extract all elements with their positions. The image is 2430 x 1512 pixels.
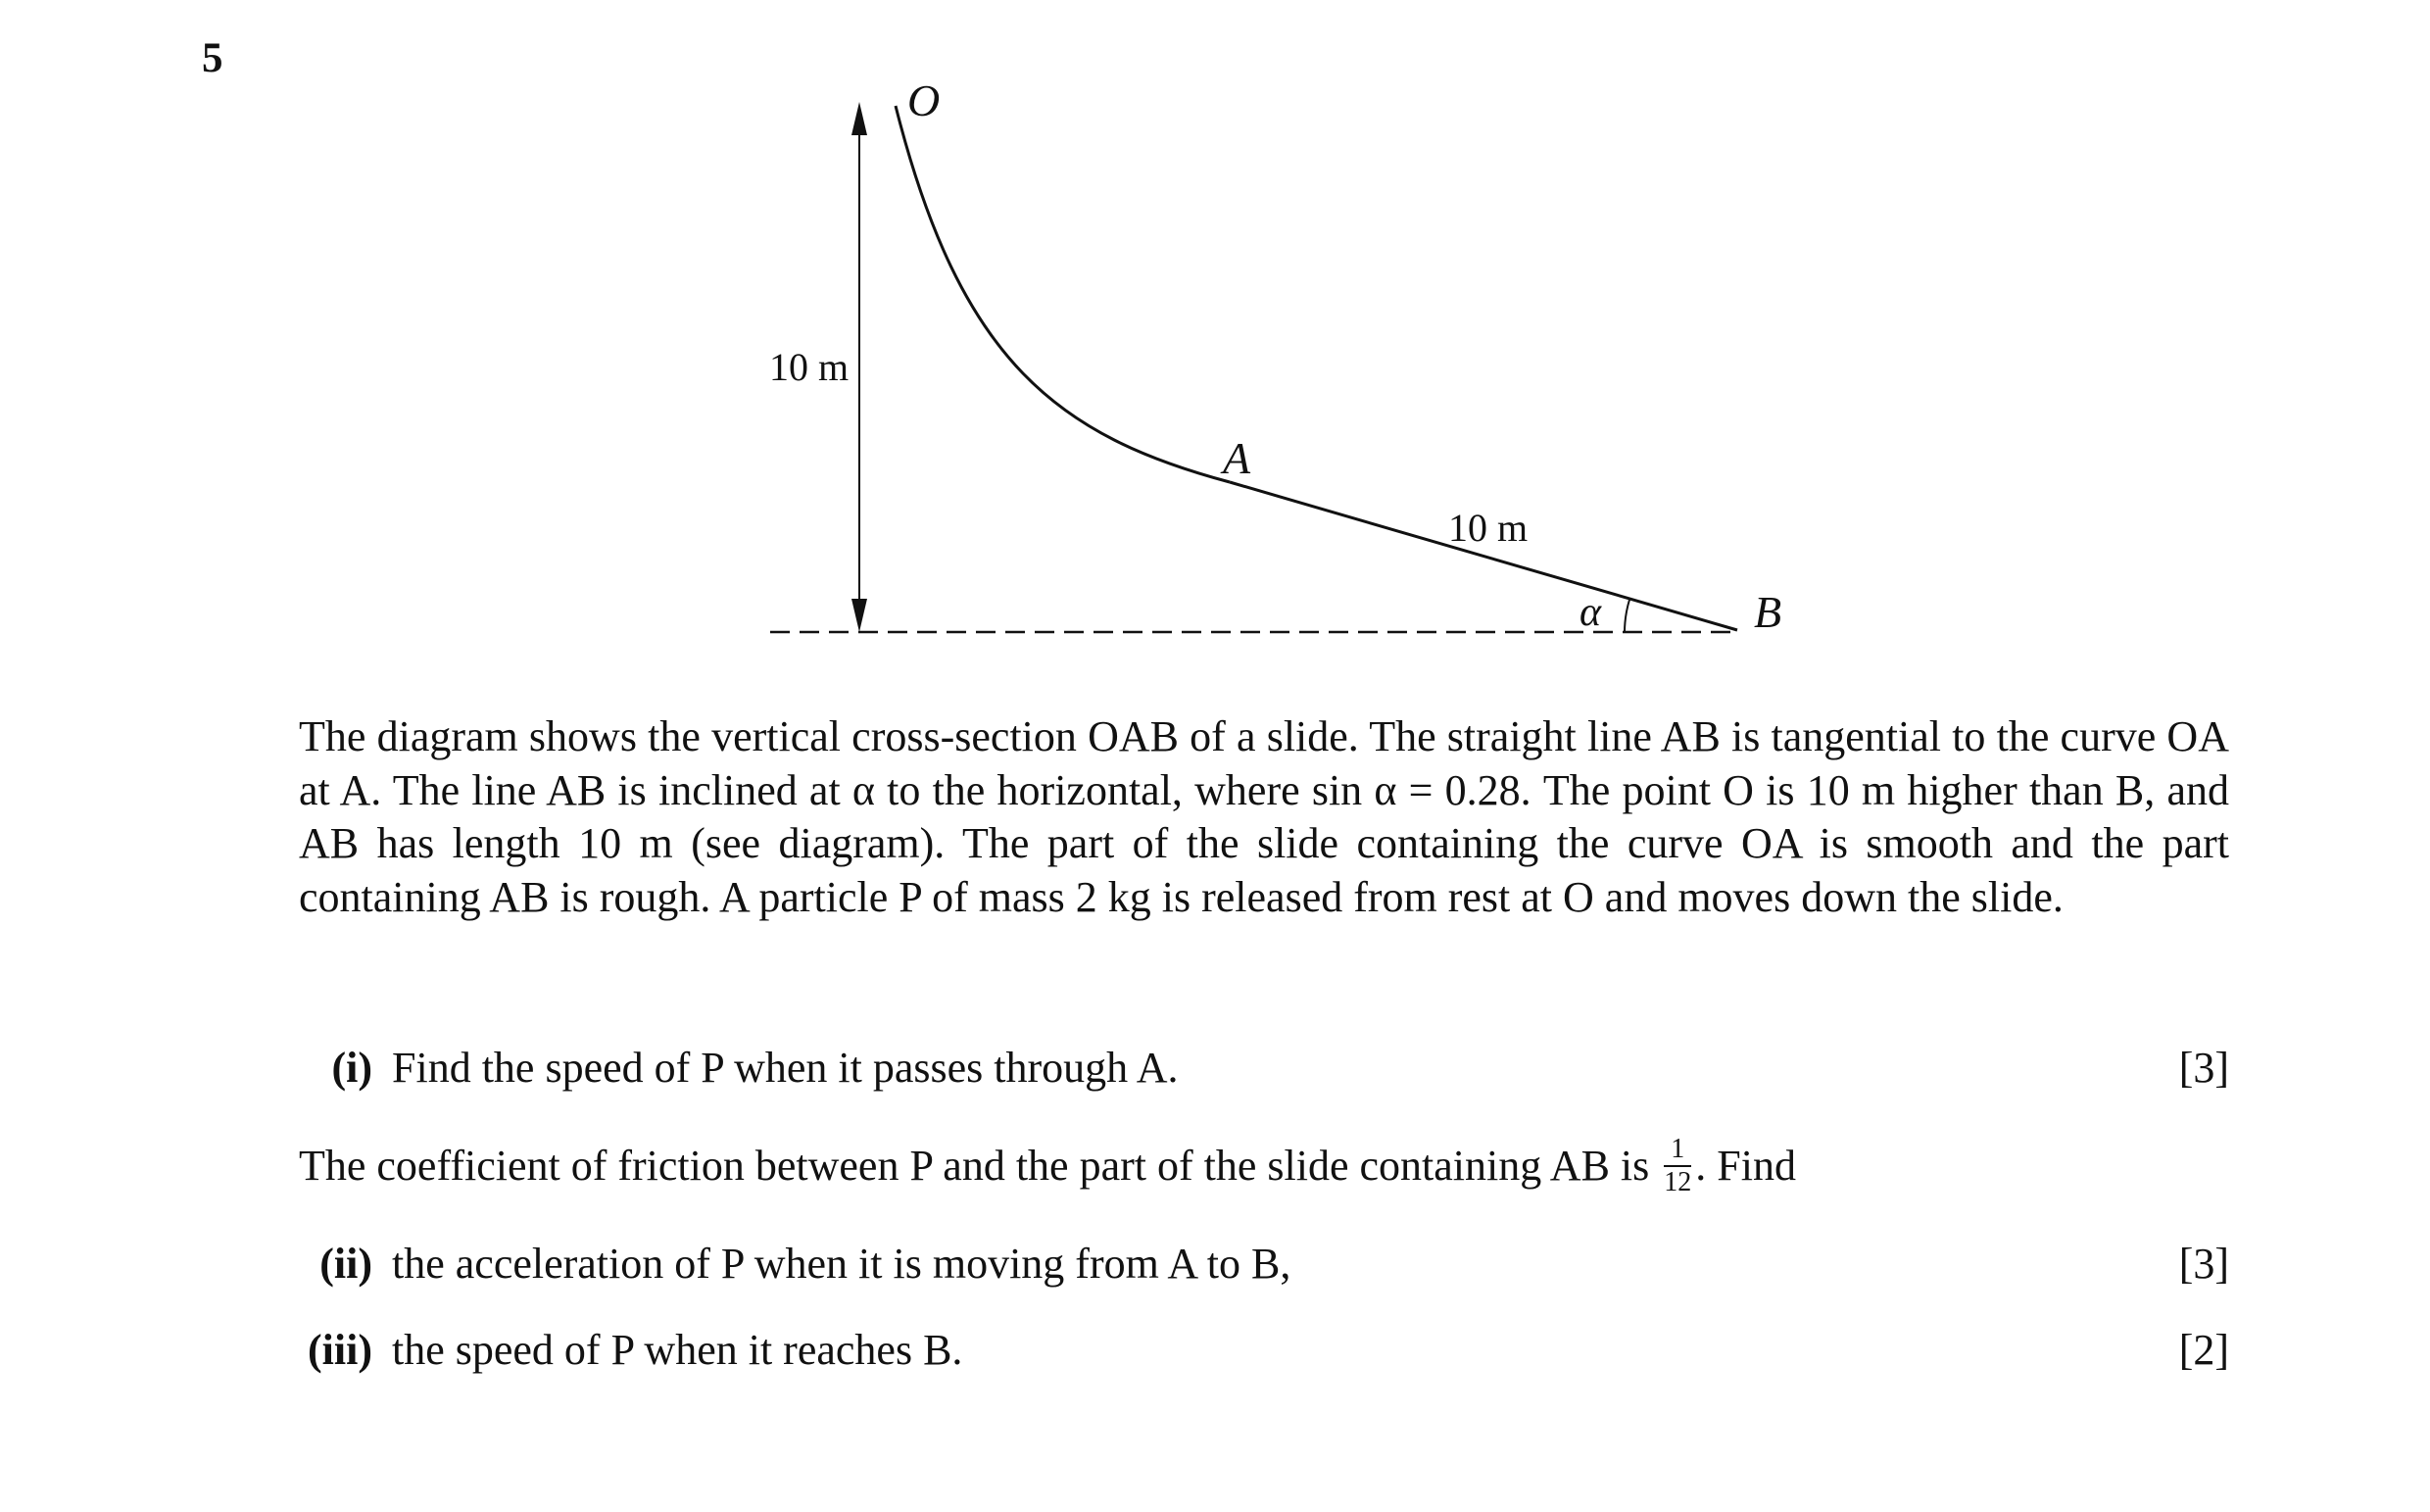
fraction-numerator: 1 <box>1664 1136 1691 1167</box>
label-B: B <box>1754 587 1782 637</box>
part-ii-text: the acceleration of P when it is moving from A to B, <box>392 1240 1291 1288</box>
line-AB <box>1230 482 1737 630</box>
part-i-label: (i) <box>331 1044 372 1092</box>
height-arrow-head-down <box>851 599 867 632</box>
fraction-denominator: 12 <box>1664 1167 1692 1197</box>
angle-arc <box>1625 600 1629 632</box>
friction-fraction <box>1664 1136 1691 1196</box>
part-i-marks: [3] <box>2178 1044 2229 1092</box>
angle-label: α <box>1580 590 1602 635</box>
label-A: A <box>1223 433 1251 483</box>
slide-diagram <box>0 0 2430 706</box>
part-i-text: Find the speed of P when it passes through A. <box>392 1044 1179 1092</box>
height-label: 10 m <box>769 345 850 389</box>
part-ii-marks: [3] <box>2178 1240 2229 1288</box>
friction-intro-text: The coefficient of friction between P and the part of the slide containing AB is <box>299 1142 1650 1191</box>
part-iii-text: the speed of P when it reaches B. <box>392 1326 963 1374</box>
part-iii-marks: [2] <box>2178 1326 2229 1374</box>
friction-intro <box>299 1134 1796 1200</box>
height-arrow-head-up <box>851 102 867 135</box>
part-ii-label: (ii) <box>319 1240 372 1288</box>
curve-OA <box>896 106 1230 482</box>
question-number: 5 <box>202 35 223 81</box>
question-paragraph: The diagram shows the vertical cross-section OAB of a slide. The straight line AB is tangential to the curve OA at A. The line AB is inclined at α to the horizontal, where sin α = 0.28. The point O is 10 m higher than B, and AB has length 10 m (see diagram). The part of the slide containing the curve OA is smooth and the part containing AB is rough. A particle P of mass 2 kg is released from rest at O and moves down the slide. <box>299 712 2229 921</box>
friction-intro-end: . Find <box>1695 1142 1796 1191</box>
label-O: O <box>907 75 941 125</box>
length-label: 10 m <box>1448 506 1529 550</box>
part-iii-label: (iii) <box>308 1326 372 1374</box>
